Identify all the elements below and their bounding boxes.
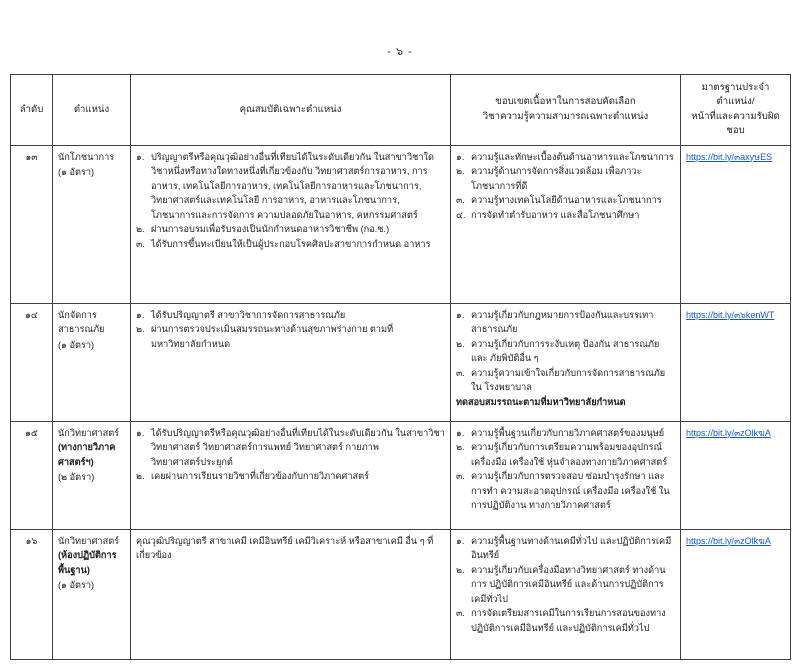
list-item <box>456 534 675 563</box>
table-body <box>11 145 791 659</box>
position-subtitle-continued: ศาสตร์ฯ) <box>58 456 94 467</box>
position-name: นักวิทยาศาสตร์ <box>58 427 120 438</box>
row-position <box>53 529 131 659</box>
list-text: ความรู้เกี่ยวกับกฎหมายการป้องกันและบรรเทา สาธารณภัย <box>471 309 654 335</box>
qualification-list <box>136 308 445 352</box>
row-qualifications <box>131 421 451 529</box>
row-qualifications <box>131 303 451 421</box>
list-marker: ๑. <box>456 427 465 438</box>
header-sequence: ลำดับ <box>11 75 53 146</box>
position-name: นักจัดการ <box>58 309 97 320</box>
job-positions-table <box>10 74 791 660</box>
position-name-continued: สาธารณภัย <box>58 324 105 335</box>
list-marker: ๓. <box>456 195 465 206</box>
row-sequence: ๑๖ <box>11 529 53 659</box>
row-sequence: ๑๓ <box>11 145 53 303</box>
list-marker: ๑. <box>456 309 465 320</box>
list-item <box>456 308 675 337</box>
row-standard <box>681 303 791 421</box>
row-exam-scope <box>451 145 681 303</box>
row-sequence: ๑๔ <box>11 303 53 421</box>
row-standard <box>681 421 791 529</box>
header-exam-scope-line2: วิชาความรู้ความสามารถเฉพาะตำแหน่ง <box>482 110 649 122</box>
list-item <box>456 193 675 208</box>
list-text: ได้รับปริญญาตรีหรือคุณวุฒิอย่างอื่นที่เทียบได้ในระดับเดียวกัน ในสาขาวิชาวิทยาศาสตร์ วิทยาศาสตร์การแพทย์ วิทยาศาสตร์ กายภาพ วิทยาศาสตร์ประยุกต์ <box>151 427 445 467</box>
list-text: ปริญญาตรีหรือคุณวุฒิอย่างอื่นที่เทียบได้ในระดับเดียวกัน ในสาขาวิชาใดวิชาหนึ่งหรือทางใดทางหนึ่งที่เกี่ยวข้องกับ วิทยาศาสตร์การอาหาร, การอาหาร, เทคโนโลยีการอาหาร, เทคโนโลยีการอาหารและโภชนาการ, วิทยาศาสตร์และเทคโนโลยี การอาหาร, อาหารและโภชนาการ, โภชนาการและการจัดการ ความปลอดภัยในอาหาร, คหกรรมศาสตร์ <box>151 151 434 220</box>
header-standards-line1: มาตรฐานประจำตำแหน่ง/ <box>701 82 770 108</box>
row-position <box>53 421 131 529</box>
scope-note: ทดสอบสมรรถนะตามที่มหาวิทยาลัยกำหนด <box>456 396 626 407</box>
table-row <box>11 303 791 421</box>
list-marker: ๒. <box>456 442 465 453</box>
table-row <box>11 145 791 303</box>
position-subtitle: (ห้องปฏิบัติการ <box>58 550 117 561</box>
position-subtitle: (ทางกายวิภาค <box>58 442 116 453</box>
scope-list <box>456 150 675 223</box>
position-rate: (๑ อัตรา) <box>58 167 95 178</box>
row-exam-scope <box>451 529 681 659</box>
list-item <box>456 426 675 441</box>
list-item <box>456 337 675 366</box>
list-item <box>456 440 675 469</box>
list-marker: ๒. <box>136 224 145 235</box>
list-marker: ๓. <box>136 238 145 249</box>
list-marker: ๒. <box>456 166 465 177</box>
list-item <box>456 469 675 513</box>
list-marker: ๑. <box>456 151 465 162</box>
list-text: ความรู้เกี่ยวกับการตรวจสอบ ซ่อมบำรุงรักษา และการทำ ความสะอาดอุปกรณ์ เครื่องมือ เครื่องใช้ ในการปฏิบัติงาน ทางกายวิภาคศาสตร์ <box>471 471 670 511</box>
list-text: เคยผ่านการเรียนรายวิชาที่เกี่ยวข้องกับกายวิภาคศาสตร์ <box>151 471 370 482</box>
row-standard <box>681 145 791 303</box>
list-text: ความรู้เกี่ยวกับเครื่องมือทางวิทยาศาสตร์ ทางด้านการ ปฏิบัติการเคมีอินทรีย์ และด้านการปฏิบัติการเคมีทั่วไป <box>471 564 666 604</box>
standard-link[interactable]: https://bit.ly/๓zOlkฆA <box>686 427 771 438</box>
list-text: การจัดเตรียมสารเคมีในการเรียนการสอนของทาง ปฏิบัติการเคมีอินทรีย์ และปฏิบัติการเคมีทั่วไป <box>471 608 666 633</box>
row-qualifications <box>131 145 451 303</box>
position-subtitle-continued: พื้นฐาน) <box>58 564 90 575</box>
list-marker: ๑. <box>136 309 145 320</box>
scope-list <box>456 534 675 636</box>
list-marker: ๔. <box>456 209 466 220</box>
row-standard <box>681 529 791 659</box>
list-item <box>136 426 445 470</box>
list-marker: ๑. <box>456 535 465 546</box>
list-text: ความรู้เกี่ยวกับการระงับเหตุ ป้องกัน สาธารณภัย และ ภัยพิบัติอื่น ๆ <box>471 338 660 364</box>
scope-list <box>456 308 675 395</box>
scope-list <box>456 426 675 513</box>
list-marker: ๒. <box>136 471 145 482</box>
position-name: นักวิทยาศาสตร์ <box>58 535 120 546</box>
table-container <box>0 62 800 660</box>
position-rate: (๑ อัตรา) <box>58 339 95 350</box>
standard-link[interactable]: https://bit.ly/๓axyษES <box>686 151 773 162</box>
list-marker: ๓. <box>456 367 465 378</box>
list-text: ความรู้เกี่ยวกับการเตรียมความพร้อมของอุปกรณ์ เครื่องมือ เครื่องใช้ หุ่นจำลองทางกายวิภาคศาสตร์ <box>471 442 668 467</box>
list-text: ได้รับการขึ้นทะเบียนให้เป็นผู้ประกอบโรคศิลปะสาขาการกำหนด อาหาร <box>151 238 431 249</box>
list-item <box>456 366 675 395</box>
list-text: ผ่านการอบรมเพื่อรับรองเป็นนักกำหนดอาหารวิชาชีพ (กอ.ช.) <box>151 224 390 235</box>
table-header <box>11 75 791 146</box>
list-text: ความรู้ด้านการจัดการสิ่งแวดล้อม เพื่อภาวะโภชนาการที่ดี <box>471 166 642 191</box>
list-marker: ๒. <box>456 338 465 349</box>
header-row <box>11 75 791 146</box>
list-text: ผ่านการตรวจประเมินสมรรถนะทางด้านสุขภาพร่างกาย ตามที่ มหาวิทยาลัยกำหนด <box>151 324 394 349</box>
list-text: ความรู้พื้นฐานทางด้านเคมีทั่วไป และปฏิบัติการเคมี อินทรีย์ <box>471 535 672 561</box>
list-item <box>456 606 675 635</box>
list-item <box>136 322 445 351</box>
row-exam-scope <box>451 421 681 529</box>
header-exam-scope-line1: ขอบเขตเนื้อหาในการสอบคัดเลือก <box>495 96 636 108</box>
qualification-list <box>136 150 445 252</box>
list-marker: ๓. <box>456 608 465 619</box>
list-text: ได้รับปริญญาตรี สาขาวิชาการจัดการสาธารณภัย <box>151 309 346 320</box>
row-position <box>53 303 131 421</box>
row-qualifications <box>131 529 451 659</box>
row-sequence: ๑๕ <box>11 421 53 529</box>
standard-link[interactable]: https://bit.ly/๓๖kenWT <box>686 309 775 320</box>
table-row <box>11 421 791 529</box>
header-standards-line2: หน้าที่และความรับผิดชอบ <box>691 110 780 137</box>
position-name: นักโภชนาการ <box>58 151 115 162</box>
list-item <box>136 469 445 484</box>
list-item <box>136 308 445 323</box>
position-rate: (๑ อัตรา) <box>58 580 95 591</box>
list-marker: ๓. <box>456 471 465 482</box>
header-qualifications: คุณสมบัติเฉพาะตำแหน่ง <box>131 75 451 146</box>
table-row <box>11 529 791 659</box>
header-position: ตำแหน่ง <box>53 75 131 146</box>
position-rate: (๒ อัตรา) <box>58 472 95 483</box>
list-text: ความรู้ทางเทคโนโลยีด้านอาหารและโภชนาการ <box>471 195 662 206</box>
list-item <box>136 150 445 223</box>
qualification-text: คุณวุฒิปริญญาตรี สาขาเคมี เคมีอินทรีย์ เคมีวิเคราะห์ หรือสาขาเคมี อื่น ๆ ที่เกี่ยวข้อง <box>136 535 434 561</box>
list-marker: ๒. <box>136 324 145 335</box>
page-number: - ๖ - <box>387 46 413 58</box>
header-exam-scope <box>451 75 681 146</box>
list-item <box>456 150 675 165</box>
qualification-list <box>136 426 445 484</box>
list-item <box>136 237 445 252</box>
row-exam-scope <box>451 303 681 421</box>
list-marker: ๑. <box>136 427 145 438</box>
header-standards <box>681 75 791 146</box>
row-position <box>53 145 131 303</box>
list-item <box>456 164 675 193</box>
list-text: ความรู้และทักษะเบื้องต้นด้านอาหารและโภชนาการ <box>471 151 674 162</box>
list-item <box>456 563 675 607</box>
list-text: ความรู้พื้นฐานเกี่ยวกับกายวิภาคศาสตร์ของมนุษย์ <box>471 427 665 438</box>
list-item <box>456 208 675 223</box>
list-text: การจัดทำตำรับอาหาร และสื่อโภชนาศึกษา <box>471 209 640 220</box>
list-text: ความรู้ความเข้าใจเกี่ยวกับการจัดการสาธารณภัยใน โรงพยาบาล <box>471 367 666 393</box>
list-marker: ๒. <box>456 564 465 575</box>
standard-link[interactable]: https://bit.ly/๓zOlkฆA <box>686 535 771 546</box>
list-item <box>136 222 445 237</box>
list-marker: ๑. <box>136 151 145 162</box>
